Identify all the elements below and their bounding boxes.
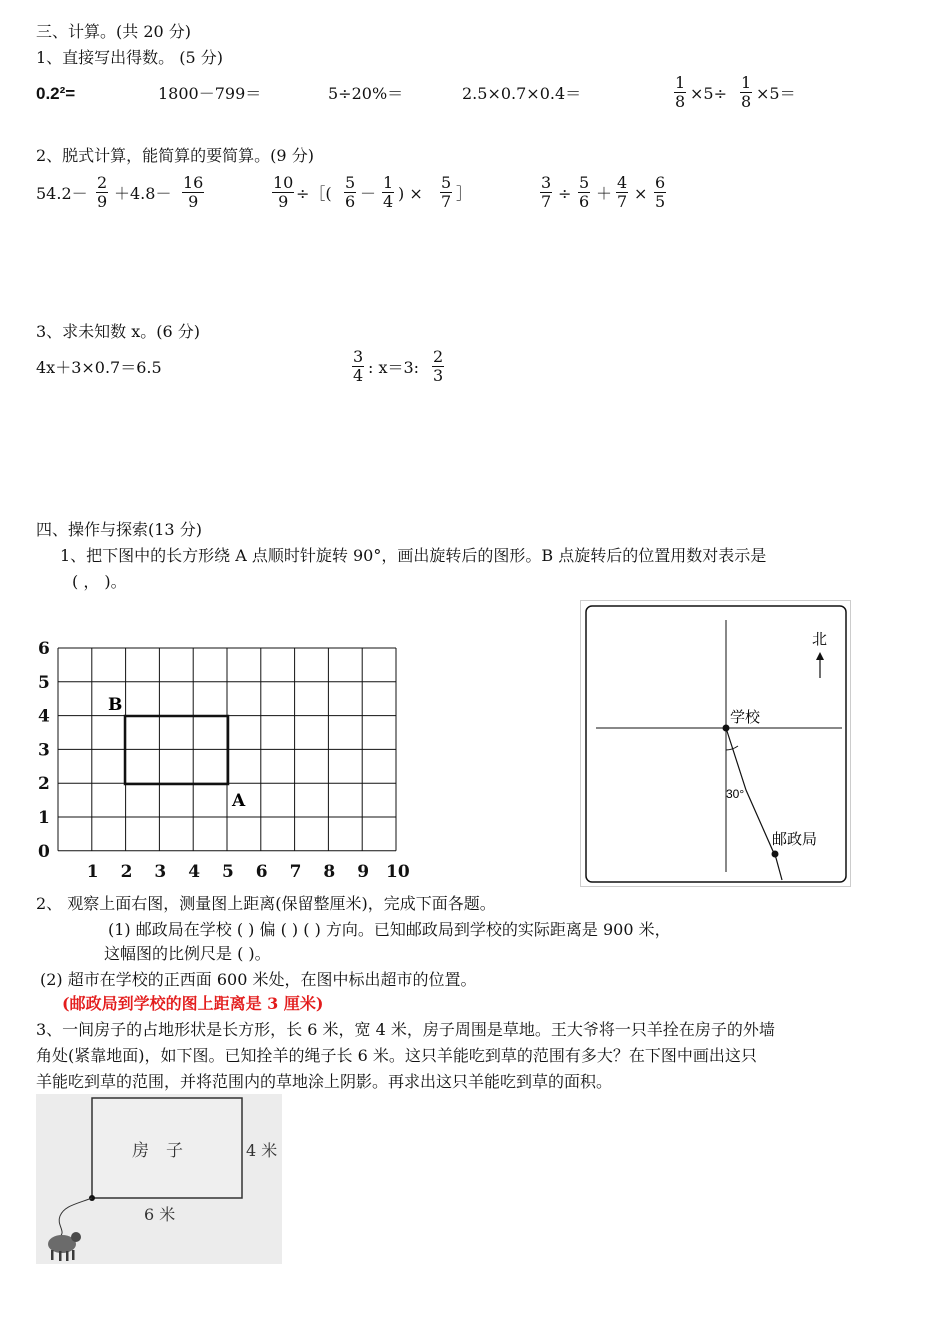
point-b-label: B <box>108 695 123 715</box>
house-figure <box>36 1094 282 1264</box>
post-office-label: 邮政局 <box>772 831 818 848</box>
section4-title: 四、操作与探索(13 分) <box>36 520 202 539</box>
y-tick-label: 6 <box>38 640 50 659</box>
q1-item-3: 5÷20%＝ <box>328 84 404 103</box>
s4-q2-line4: (2) 超市在学校的正西面 600 米处，在图中标出超市的位置。 <box>40 970 477 989</box>
point-a-label: A <box>232 791 246 811</box>
y-tick-label: 0 <box>38 841 50 862</box>
q3-title: 3、求未知数 x。(6 分) <box>36 322 201 341</box>
x-tick-label: 3 <box>154 861 167 882</box>
north-label: 北 <box>812 631 828 648</box>
s4-q3-line3: 羊能吃到草的范围，并将范围内的草地涂上阴影。再求出这只羊能吃到草的面积。 <box>36 1072 613 1091</box>
s4-q1-line2: ( ， )。 <box>72 572 127 591</box>
q1-title: 1、直接写出得数。 (5 分) <box>36 48 224 67</box>
y-tick-label: 5 <box>38 672 50 693</box>
q2-title: 2、脱式计算，能简算的要简算。(9 分) <box>36 146 314 165</box>
y-tick-label: 2 <box>38 774 50 795</box>
house-label: 房 子 <box>132 1141 183 1161</box>
s4-q3-line1: 3、一间房子的占地形状是长方形，长 6 米，宽 4 米，房子周围是草地。王大爷将一只羊拴在房子的外墙 <box>36 1020 775 1039</box>
q1-item-1: 0.2²= <box>36 84 76 103</box>
s4-q3-line2: 角处(紧靠地面)，如下图。已知拴羊的绳子长 6 米。这只羊能吃到草的范围有多大？在下图中画出这只 <box>36 1046 757 1065</box>
post-office-point <box>772 851 779 858</box>
q1-item-4: 2.5×0.7×0.4＝ <box>462 84 582 103</box>
x-tick-label: 4 <box>188 861 201 882</box>
x-tick-label: 1 <box>86 861 99 882</box>
house-width-label: 4 米 <box>246 1141 278 1160</box>
section3-title: 三、计算。(共 20 分) <box>36 22 192 41</box>
q1-item-2: 1800－799＝ <box>158 84 262 103</box>
x-tick-label: 7 <box>289 861 302 882</box>
house-length-label: 6 米 <box>144 1205 176 1224</box>
direction-map <box>580 600 852 888</box>
y-tick-label: 4 <box>38 706 50 727</box>
x-tick-label: 8 <box>323 861 336 882</box>
angle-label: 30° <box>726 787 745 801</box>
q3-expr-1: 4x＋3×0.7＝6.5 <box>36 358 162 377</box>
coordinate-grid <box>30 640 420 890</box>
x-tick-label: 2 <box>120 861 133 882</box>
s4-q2-line2: (1) 邮政局在学校 ( ) 偏 ( ) ( ) 方向。已知邮政局到学校的实际距离是 900 米， <box>108 920 671 939</box>
x-tick-label: 9 <box>357 861 370 882</box>
x-tick-label: 6 <box>255 861 268 882</box>
s4-q2-line3: 这幅图的比例尺是 ( )。 <box>104 944 271 963</box>
s4-q2-line1: 2、 观察上面右图，测量图上距离(保留整厘米)，完成下面各题。 <box>36 894 496 913</box>
school-point <box>723 725 730 732</box>
y-tick-label: 3 <box>38 740 50 761</box>
x-tick-label: 5 <box>222 861 234 882</box>
x-tick-label: 10 <box>386 861 410 882</box>
school-label: 学校 <box>730 709 761 726</box>
s4-q1-line1: 1、把下图中的长方形绕 A 点顺时针旋转 90°，画出旋转后的图形。B 点旋转后的位置用数对表示是 <box>60 546 767 565</box>
rectangle-shape <box>125 716 228 784</box>
y-tick-label: 1 <box>38 808 50 828</box>
s4-q2-note: (邮政局到学校的图上距离是 3 厘米) <box>62 994 324 1013</box>
